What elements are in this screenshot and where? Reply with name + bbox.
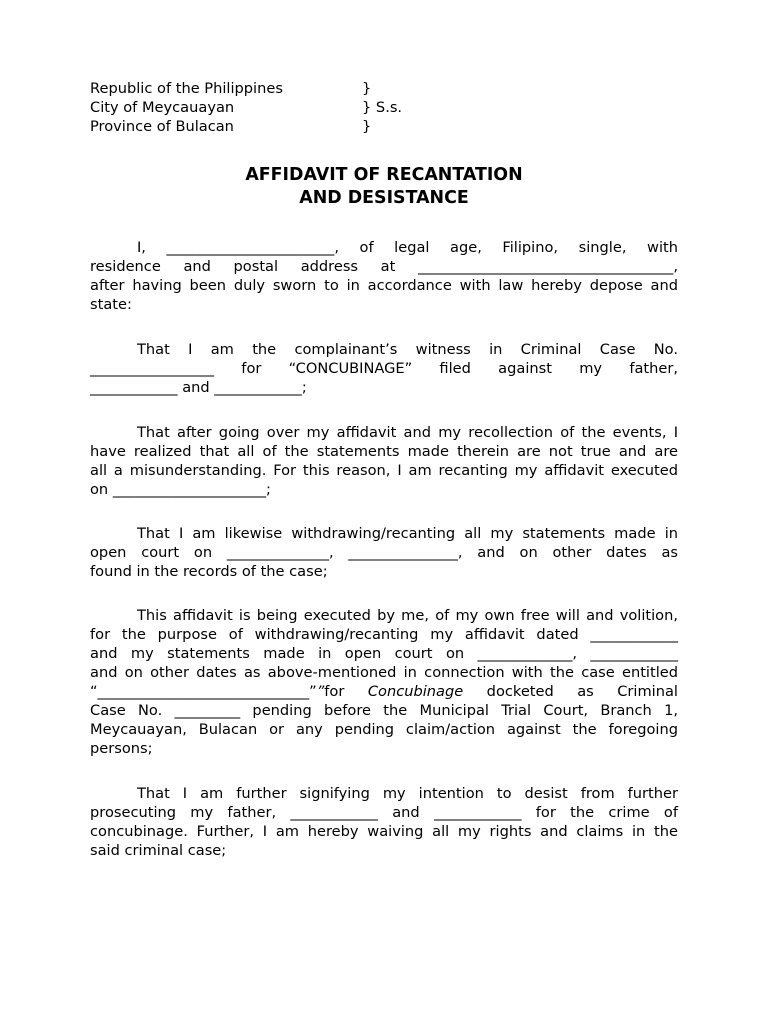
paragraph-line: said criminal case;: [90, 842, 227, 859]
title-line-1: AFFIDAVIT OF RECANTATION: [245, 165, 523, 185]
venue-row-republic: [90, 79, 402, 98]
case-title-blank: “_____________________________”: [90, 683, 317, 700]
paragraph-desistance: [90, 784, 678, 860]
paragraph-line: persons;: [90, 740, 153, 757]
paragraph-line: open court on ______________, _______________, and on other dates as: [90, 544, 678, 561]
title-line-2: AND DESISTANCE: [299, 188, 469, 208]
paragraph-line: That I am likewise withdrawing/recanting all my statements made in: [137, 525, 678, 542]
paragraph-line: all a misunderstanding. For this reason, I am recanting my affidavit executed: [90, 462, 678, 479]
paragraph-line: state:: [90, 296, 132, 313]
paragraph-line: prosecuting my father, ____________ and ____________ for the crime of: [90, 804, 678, 821]
venue-brace: }: [362, 80, 372, 97]
paragraph-recant-affidavit: [90, 423, 678, 499]
paragraph-line: on _____________________;: [90, 481, 271, 498]
case-title-docketed: docketed as Criminal: [463, 683, 678, 700]
paragraph-line: for the purpose of withdrawing/recanting my affidavit dated ____________: [90, 626, 678, 643]
paragraph-line: have realized that all of the statements made therein are not true and are: [90, 443, 678, 460]
paragraph-line: after having been duly sworn to in accordance with law hereby depose and: [90, 277, 678, 294]
paragraph-withdraw-statements: [90, 524, 678, 581]
paragraph-line: and my statements made in open court on _____________, ____________: [90, 645, 678, 662]
paragraph-witness: [90, 340, 678, 397]
paragraph-identity: [90, 238, 678, 314]
venue-brace: }: [362, 118, 372, 135]
case-title-for: for: [324, 683, 368, 700]
paragraph-purpose: [90, 606, 678, 758]
paragraph-line: and on other dates as above-mentioned in connection with the case entitled: [90, 664, 678, 681]
case-title-close-quote: ”: [316, 683, 325, 700]
paragraph-line: residence and postal address at ___________________________________,: [90, 258, 678, 275]
paragraph-line: That I am further signifying my intention to desist from further: [137, 785, 678, 802]
venue-row-province: [90, 117, 402, 136]
paragraph-line: _________________ for “CONCUBINAGE” filed against my father,: [90, 360, 678, 377]
venue-province: Province of Bulacan: [90, 118, 234, 135]
venue-row-city: [90, 98, 402, 117]
venue-republic: Republic of the Philippines: [90, 80, 283, 97]
paragraph-line: ____________ and ____________;: [90, 379, 307, 396]
paragraph-line: Meycauayan, Bulacan or any pending claim/action against the foregoing: [90, 721, 678, 738]
paragraph-line: found in the records of the case;: [90, 563, 328, 580]
case-title-concubinage: Concubinage: [367, 683, 464, 700]
venue-brace-ss: } S.s.: [362, 99, 403, 116]
paragraph-line-case-title: [90, 682, 678, 701]
paragraph-line: I, _______________________, of legal age, Filipino, single, with: [137, 239, 678, 256]
paragraph-line: This affidavit is being executed by me, of my own free will and volition,: [137, 607, 678, 624]
paragraph-line: concubinage. Further, I am hereby waiving all my rights and claims in the: [90, 823, 678, 840]
venue-city: City of Meycauayan: [90, 99, 235, 116]
document-title: [0, 164, 768, 210]
venue-block: [90, 79, 402, 136]
paragraph-line: That after going over my affidavit and my recollection of the events, I: [137, 424, 678, 441]
paragraph-line: Case No. _________ pending before the Municipal Trial Court, Branch 1,: [90, 702, 678, 719]
paragraph-line: That I am the complainant’s witness in Criminal Case No.: [137, 341, 678, 358]
